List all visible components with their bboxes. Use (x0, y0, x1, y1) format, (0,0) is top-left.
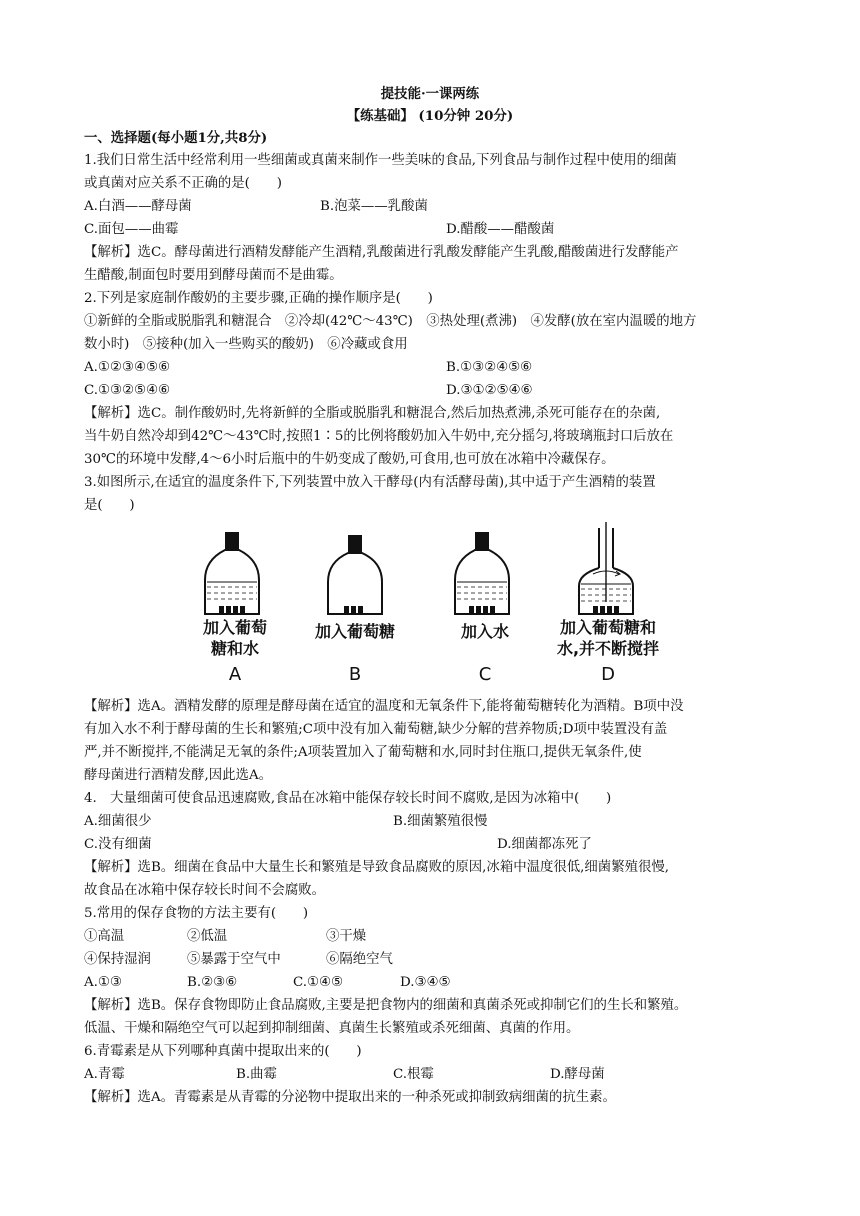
q2-option-d: D.③①②⑤④⑥ (446, 383, 533, 398)
q2-steps: ①新鲜的全脂或脱脂乳和糖混合 ②冷却(42℃～43℃) ③热处理(煮沸) ④发酵(放在室内温暖的地方 (84, 314, 697, 329)
q5-method-2: ②低温 (187, 929, 228, 944)
flask-c-caption: 加入水 (460, 622, 509, 641)
flasks-drawing (195, 520, 675, 620)
q3-analysis-cont: 酵母菌进行酒精发酵,因此选A。 (84, 768, 273, 783)
q1-option-a: A.白酒——酵母菌 (84, 199, 192, 214)
flask-a-label: A (228, 664, 242, 685)
q1-analysis-cont: 生醋酸,制面包时要用到酵母菌而不是曲霉。 (84, 268, 343, 283)
question-3-stem: 3.如图所示,在适宜的温度条件下,下列装置中放入干酵母(内有活酵母菌),其中适于产生酒精的装置 (84, 475, 656, 490)
flask-a-caption: 加入葡萄 (202, 618, 267, 637)
question-1-stem-cont: 或真菌对应关系不正确的是( ) (84, 176, 282, 191)
q5-method-5: ⑤暴露于空气中 (187, 952, 281, 967)
page-title: 提技能·一课两练 (380, 86, 480, 102)
q2-option-a: A.①②③④⑤⑥ (84, 360, 170, 375)
q4-option-a: A.细菌很少 (84, 814, 152, 829)
q1-option-d: D.醋酸——醋酸菌 (446, 222, 555, 237)
flask-d-label: D (601, 664, 615, 685)
flask-c-label: C (478, 664, 492, 685)
q2-analysis: 【解析】选C。制作酸奶时,先将新鲜的全脂或脱脂乳和糖混合,然后加热煮沸,杀死可能存在的杂菌, (84, 406, 661, 421)
question-2-stem: 2.下列是家庭制作酸奶的主要步骤,正确的操作顺序是( ) (84, 291, 433, 306)
q2-option-c: C.①③②⑤④⑥ (84, 383, 171, 398)
flask-a (205, 532, 259, 614)
flask-b-label: B (348, 664, 362, 685)
q3-analysis: 【解析】选A。酒精发酵的原理是酵母菌在适宜的温度和无氧条件下,能将葡萄糖转化为酒精。B项中没 (84, 699, 684, 714)
q6-option-b: B.曲霉 (236, 1067, 277, 1082)
q2-option-b: B.①③②④⑤⑥ (446, 360, 533, 375)
flask-d (579, 522, 633, 614)
q5-option-c: C.①④⑤ (293, 975, 344, 990)
q3-analysis-cont: 严,并不断搅拌,不能满足无氧的条件;A项装置加入了葡萄糖和水,同时封住瓶口,提供无氧条件,使 (84, 745, 642, 760)
q2-analysis-cont: 30℃的环境中发酵,4～6小时后瓶中的牛奶变成了酸奶,可食用,也可放在冰箱中冷藏保存。 (84, 452, 615, 467)
q1-analysis: 【解析】选C。酵母菌进行酒精发酵能产生酒精,乳酸菌进行乳酸发酵能产生乳酸,醋酸菌进行发酵能产 (84, 245, 679, 260)
fermentation-apparatus-figure (195, 520, 675, 690)
q4-option-c: C.没有细菌 (84, 837, 152, 852)
q5-option-d: D.③④⑤ (400, 975, 451, 990)
flask-c (455, 532, 509, 614)
flask-d-caption: 加入葡萄糖和 (559, 618, 656, 637)
flask-d-caption-cont: 水,并不断搅拌 (556, 639, 660, 658)
q6-option-a: A.青霉 (84, 1067, 125, 1082)
q5-method-6: ⑥隔绝空气 (326, 952, 393, 967)
q5-method-1: ①高温 (84, 929, 125, 944)
q2-analysis-cont: 当牛奶自然冷却到42℃～43℃时,按照1∶5的比例将酸奶加入牛奶中,充分摇匀,将玻璃瓶封口后放在 (84, 429, 674, 444)
question-6-stem: 6.青霉素是从下列哪种真菌中提取出来的( ) (84, 1044, 362, 1059)
q5-option-a: A.①③ (84, 975, 122, 990)
page-subtitle: 【练基础】 (10分钟 20分) (346, 108, 514, 124)
q5-analysis: 【解析】选B。保存食物即防止食品腐败,主要是把食物内的细菌和真菌杀死或抑制它们的生长和繁殖。 (84, 998, 688, 1013)
question-3-stem-cont: 是( ) (84, 498, 135, 513)
flask-a-caption-cont: 糖和水 (210, 639, 259, 658)
q4-analysis-cont: 故食品在冰箱中保存较长时间不会腐败。 (84, 883, 326, 898)
q4-option-b: B.细菌繁殖很慢 (393, 814, 488, 829)
q6-analysis: 【解析】选A。青霉素是从青霉的分泌物中提取出来的一种杀死或抑制致病细菌的抗生素。 (84, 1090, 616, 1105)
q1-option-b: B.泡菜——乳酸菌 (320, 199, 428, 214)
question-4-stem: 4. 大量细菌可使食品迅速腐败,食品在冰箱中能保存较长时间不腐败,是因为冰箱中( ) (84, 791, 612, 806)
q5-analysis-cont: 低温、干燥和隔绝空气可以起到抑制细菌、真菌生长繁殖或杀死细菌、真菌的作用。 (84, 1021, 580, 1036)
q3-analysis-cont: 有加入水不利于酵母菌的生长和繁殖;C项中没有加入葡萄糖,缺少分解的营养物质;D项中装置没有盖 (84, 722, 668, 737)
q2-steps-cont: 数小时) ⑤接种(加入一些购买的酸奶) ⑥冷藏或食用 (84, 337, 408, 352)
q4-option-d: D.细菌都冻死了 (497, 837, 592, 852)
question-1-stem: 1.我们日常生活中经常利用一些细菌或真菌来制作一些美味的食品,下列食品与制作过程中使用的细菌 (84, 153, 677, 168)
q5-option-b: B.②③⑥ (187, 975, 238, 990)
q6-option-c: C.根霉 (393, 1067, 434, 1082)
q5-method-3: ③干燥 (326, 929, 367, 944)
flask-b (328, 535, 382, 614)
flask-b-caption: 加入葡萄糖 (314, 622, 395, 641)
question-5-stem: 5.常用的保存食物的方法主要有( ) (84, 906, 309, 921)
q5-method-4: ④保持湿润 (84, 952, 151, 967)
section-heading: 一、选择题(每小题1分,共8分) (84, 130, 268, 146)
q6-option-d: D.酵母菌 (550, 1067, 605, 1082)
q1-option-c: C.面包——曲霉 (84, 222, 179, 237)
q4-analysis: 【解析】选B。细菌在食品中大量生长和繁殖是导致食品腐败的原因,冰箱中温度很低,细菌繁殖很慢, (84, 860, 670, 875)
